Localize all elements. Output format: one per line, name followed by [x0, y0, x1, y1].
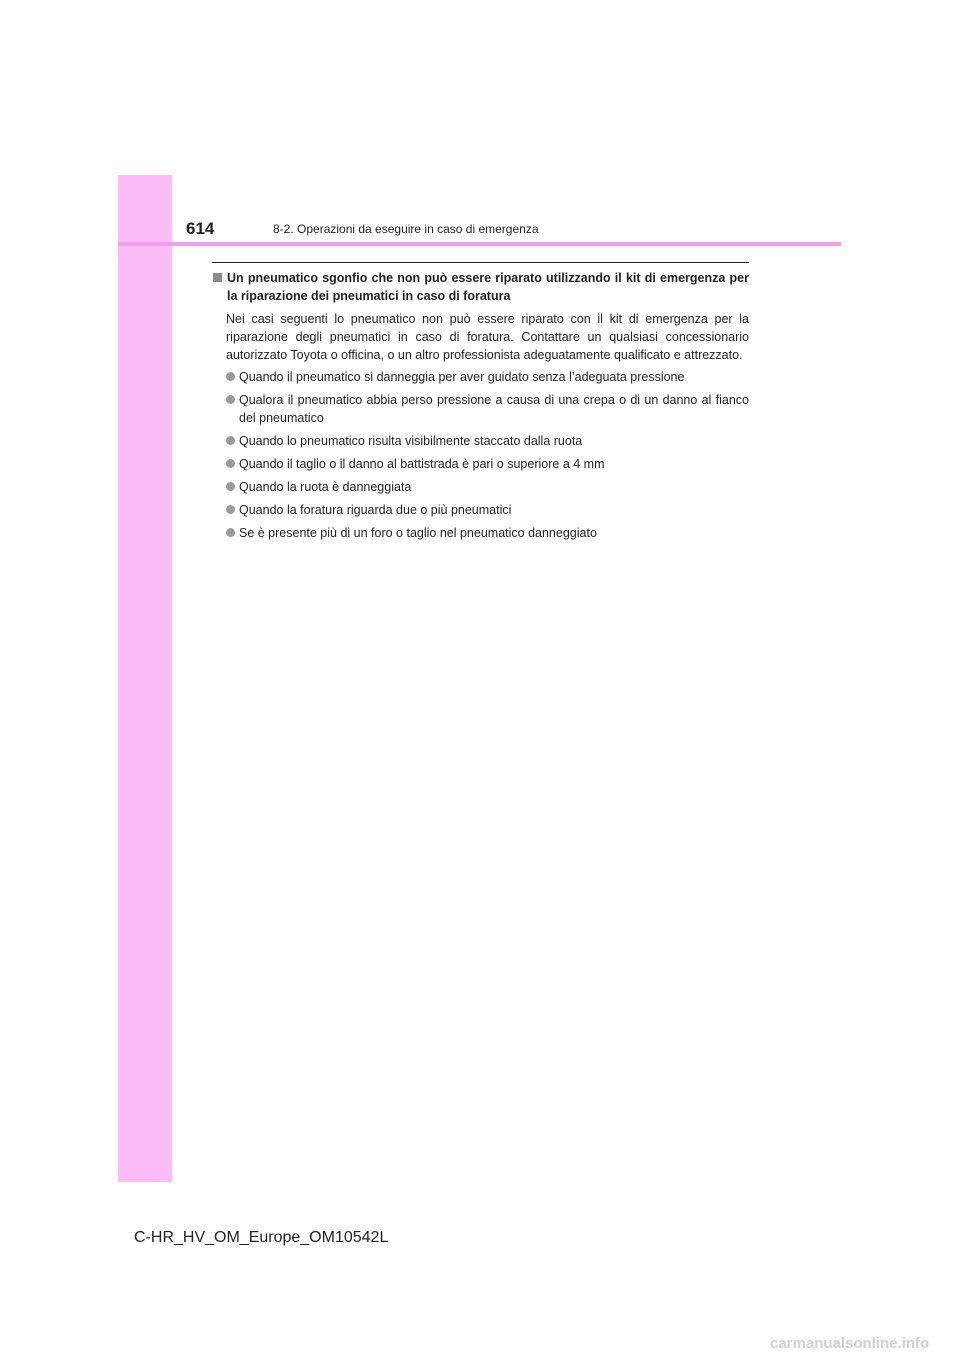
bullet-text: Quando il pneumatico si danneggia per aver guidato senza l’adeguata pressione — [239, 370, 685, 384]
circle-bullet-icon — [226, 459, 235, 468]
bullet-text: Se è presente più di un foro o taglio nel pneumatico danneggiato — [239, 526, 597, 540]
circle-bullet-icon — [226, 436, 235, 445]
circle-bullet-icon — [226, 372, 235, 381]
section-title: 8-2. Operazioni da eseguire in caso di emergenza — [273, 222, 539, 236]
bullet-item — [226, 455, 749, 473]
bullet-item — [226, 432, 749, 450]
bullet-text: Quando la foratura riguarda due o più pneumatici — [239, 503, 512, 517]
content-rule — [212, 262, 749, 263]
intro-paragraph: Nei casi seguenti lo pneumatico non può essere riparato con il kit di emergenza per la riparazione degli pneumatici in caso di foratura. Contattare un qualsiasi concessionario autorizzato Toyota o officina, o un altro professionista adeguatamente qualificato e attrezzato. — [226, 312, 749, 362]
bullet-item — [226, 368, 749, 386]
circle-bullet-icon — [226, 395, 235, 404]
subsection-heading — [212, 269, 749, 305]
bullet-item — [226, 501, 749, 519]
document-code: C-HR_HV_OM_Europe_OM10542L — [134, 1229, 389, 1246]
bullet-text: Qualora il pneumatico abbia perso pressione a causa di una crepa o di un danno al fianco del pneumatico — [239, 393, 749, 425]
bullet-item — [226, 524, 749, 542]
bullet-item — [226, 478, 749, 496]
heading-text: Un pneumatico sgonfio che non può essere riparato utilizzando il kit di emergenza per la riparazione dei pneumatici in caso di foratura — [227, 271, 749, 303]
bullet-item — [226, 391, 749, 427]
square-bullet-icon — [213, 273, 222, 282]
circle-bullet-icon — [226, 528, 235, 537]
page-number: 614 — [186, 219, 215, 238]
watermark: carmanualsonline.info — [770, 1335, 930, 1352]
bullet-text: Quando il taglio o il danno al battistrada è pari o superiore a 4 mm — [239, 457, 605, 471]
header-divider — [118, 242, 841, 246]
circle-bullet-icon — [226, 482, 235, 491]
bullet-text: Quando la ruota è danneggiata — [239, 480, 412, 494]
bullet-list — [212, 368, 749, 542]
content-body — [212, 269, 749, 547]
bullet-text: Quando lo pneumatico risulta visibilmente staccato dalla ruota — [239, 434, 583, 448]
circle-bullet-icon — [226, 505, 235, 514]
side-tab-bar — [118, 175, 172, 1182]
